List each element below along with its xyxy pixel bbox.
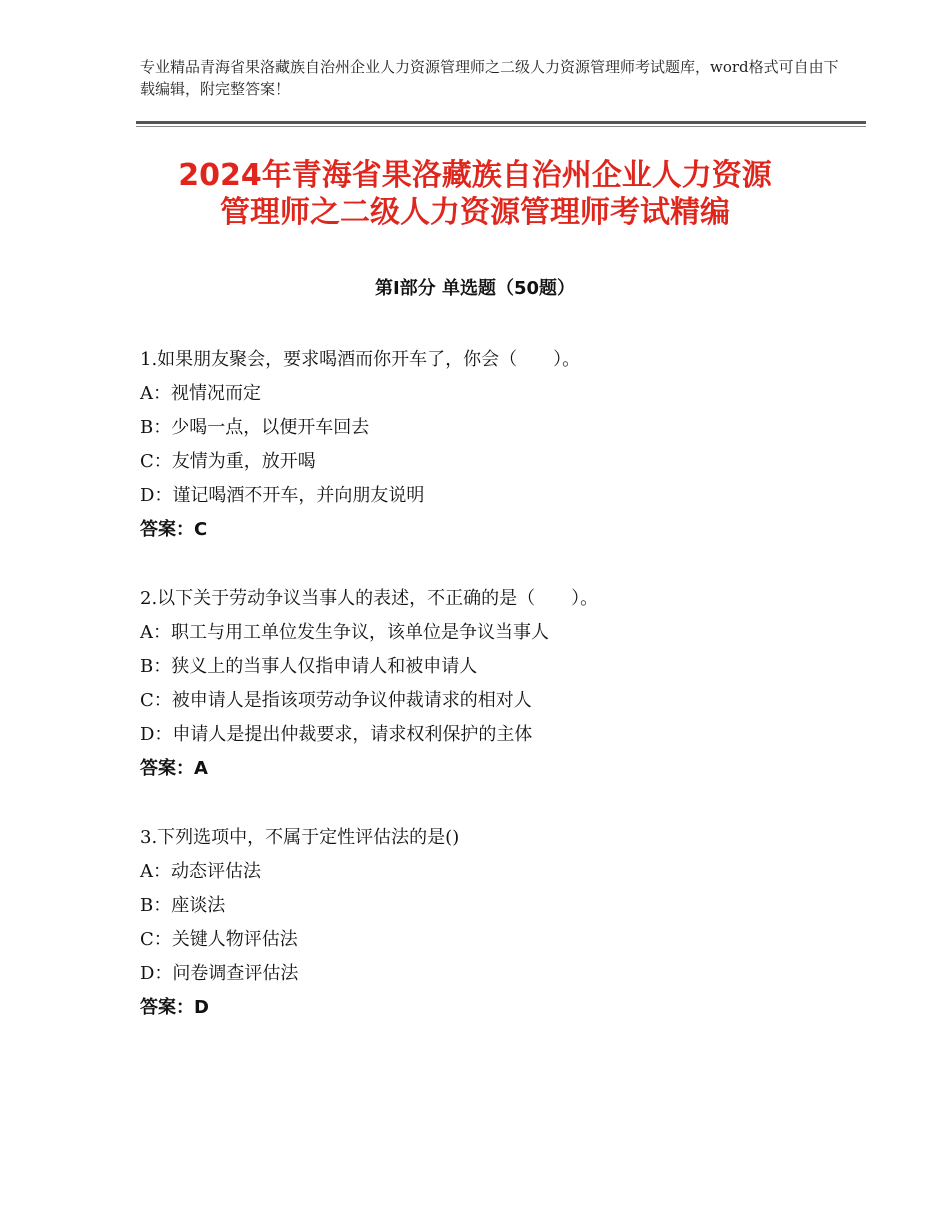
option-d: D：申请人是提出仲裁要求，请求权利保护的主体 [140, 724, 533, 745]
option-a: A：职工与用工单位发生争议，该单位是争议当事人 [140, 622, 549, 643]
title-line-1: 2024年青海省果洛藏族自治州企业人力资源 [178, 158, 772, 193]
option-c: C：被申请人是指该项劳动争议仲裁请求的相对人 [140, 690, 532, 711]
option-d: D：问卷调查评估法 [140, 963, 299, 984]
option-d: D：谨记喝酒不开车，并向朋友说明 [140, 485, 425, 506]
option-c: C：关键人物评估法 [140, 929, 298, 950]
section-heading: 第Ⅰ部分 单选题（50题） [374, 278, 575, 299]
title-line-2: 管理师之二级人力资源管理师考试精编 [220, 195, 730, 230]
question-2 [140, 582, 860, 786]
option-c: C：友情为重，放开喝 [140, 451, 316, 472]
header-divider-thin [136, 126, 866, 127]
option-b: B：少喝一点，以便开车回去 [140, 417, 370, 438]
option-b: B：狭义上的当事人仅指申请人和被申请人 [140, 656, 478, 677]
question-stem: 3.下列选项中，不属于定性评估法的是() [140, 827, 460, 848]
question-1 [140, 343, 860, 547]
question-stem: 1.如果朋友聚会，要求喝酒而你开车了，你会（ ）。 [140, 349, 581, 370]
option-a: A：动态评估法 [140, 861, 261, 882]
option-a: A：视情况而定 [140, 383, 261, 404]
answer-label: 答案：A [140, 758, 208, 779]
question-stem: 2.以下关于劳动争议当事人的表述，不正确的是（ ）。 [140, 588, 599, 609]
option-b: B：座谈法 [140, 895, 226, 916]
answer-label: 答案：C [140, 519, 208, 540]
document-title [90, 157, 860, 231]
header-divider-thick [136, 121, 866, 124]
document-header-note: 专业精品青海省果洛藏族自治州企业人力资源管理师之二级人力资源管理师考试题库，word格式可自由下载编辑，附完整答案！ [140, 58, 839, 98]
question-3 [140, 821, 860, 1025]
question-list [140, 343, 860, 1060]
answer-label: 答案：D [140, 997, 209, 1018]
